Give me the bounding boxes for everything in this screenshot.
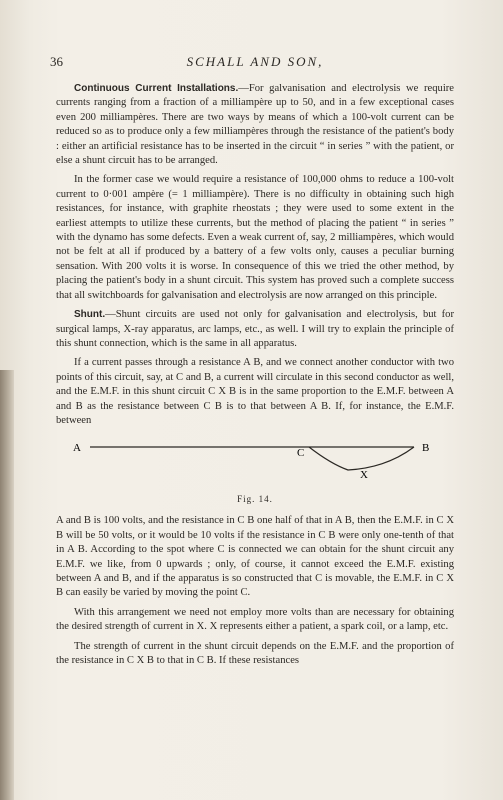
running-header bbox=[50, 54, 460, 72]
paragraph-shunt-3: A and B is 100 volts, and the resistance in C B one half of that in A B, then the E.M.F. in C X B will be 50 volts, or it would be 10 volts if the resistance in C B were only one-tenth of that in A B. According to the spot where C is connected we can obtain for the shunt circuit any E.M.F. we like, from 0 upwards ; only, of course, it cannot exceed the E.M.F. existing between A and B, and if the apparatus is so constructed that C is movable, the E.M.F. in C X B can easily be varied by moving the point C. bbox=[56, 515, 454, 599]
paragraph-continuous-2: In the former case we would require a resistance of 100,000 ohms to reduce a 100-volt current to 0·001 ampère (= 1 milliampère). There is no difficulty in obtaining such high resistances, for instance, with graphite rheostats ; they were used to some extent in the earliest attempts to utilize these currents, but the method of placing the patient “ in series ” with the dynamo has some defects. Even a weak current of, say, 2 milliampères, which would not be felt at all if produced by a battery of a few volts only, causes a peculiar burning sensation. With 200 volts it is worse. In consequence of this we tried the other method, by placing the patient's body in a shunt circuit. This system has proved such a complete success that all switchboards for galvanisation and electrolysis are now arranged on this principle. bbox=[56, 174, 454, 301]
label-c: C bbox=[297, 447, 305, 460]
page-number: 36 bbox=[50, 54, 63, 69]
page-body bbox=[56, 82, 454, 673]
figure-caption: Fig. 14. bbox=[237, 494, 273, 505]
paragraph-shunt-4: With this arrangement we need not employ more volts than are necessary for obtaining the desired strength of current in X. X represents either a patient, a spark coil, or a lamp, etc. bbox=[56, 606, 454, 633]
section-heading-continuous: Continuous Current Installations. bbox=[74, 83, 239, 94]
paragraph-continuous-1: Continuous Current Installations.—For galvanisation and electrolysis we require currents ranging from a fraction of a milliampère up to 50, and in a few exceptional cases even 200 milliampères. There are two ways by means of which a 100-volt current can be reduced so as to produce only a few milliampères through the resistance of the patient's body : either an artificial resistance has to be inserted in the circuit “ in series ” with the patient, or else a shunt circuit has to be arranged. bbox=[56, 83, 454, 167]
running-title: SCHALL AND SON, bbox=[186, 54, 324, 69]
paragraph-shunt-1: Shunt.—Shunt circuits are used not only for galvanisation and electrolysis, but for surgical lamps, X-ray apparatus, arc lamps, etc., as well. I will try to explain the principle of this shunt connection, which is the same in all apparatus. bbox=[56, 309, 454, 349]
label-a: A bbox=[73, 442, 81, 455]
section-heading-shunt: Shunt. bbox=[74, 309, 106, 321]
paragraph-shunt-2: If a current passes through a resistance A B, and we connect another conductor with two points of this circuit, say, at C and B, a current will circulate in this second conductor as well, and the E.M.F. in this shunt circuit C X B is in the same proportion to the E.M.F. between A and B as the resistance between C B is to that between A B. If, for instance, the E.M.F. between bbox=[56, 357, 454, 426]
shunt-conductor-c-x-b bbox=[309, 447, 414, 470]
paragraph-shunt-5: The strength of current in the shunt circuit depends on the E.M.F. and the proportion of the resistance in C X B to that in C B. If these resistances bbox=[56, 640, 454, 666]
label-x: X bbox=[360, 469, 368, 482]
label-b: B bbox=[422, 442, 430, 455]
figure-14 bbox=[56, 434, 454, 506]
page-edge-shadow bbox=[0, 370, 14, 800]
